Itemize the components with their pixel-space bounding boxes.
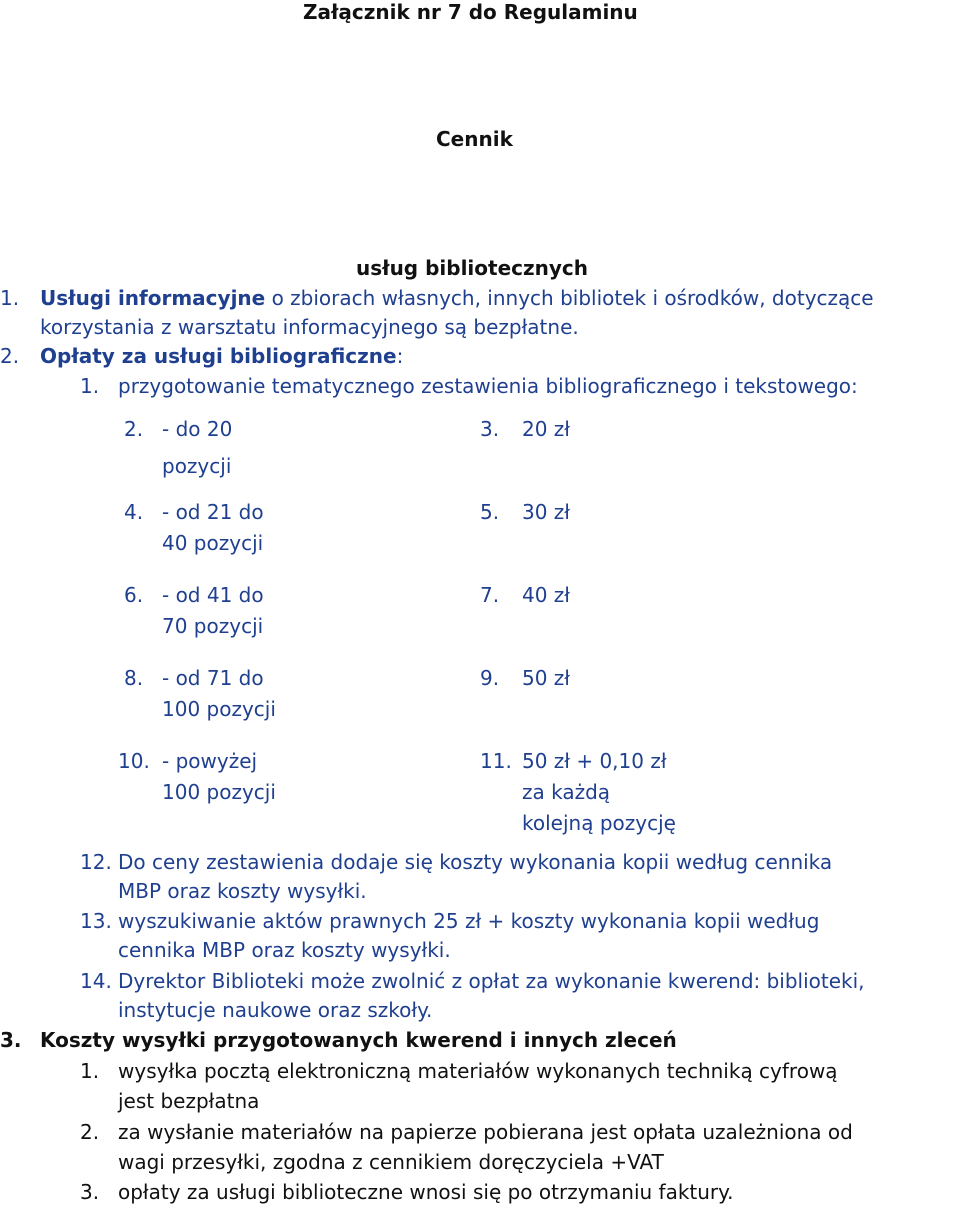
section-2-item-14-number: 14. <box>80 969 112 993</box>
price-row-range: - powyżej <box>162 749 258 773</box>
section-2-item-1-text: przygotowanie tematycznego zestawienia bibliograficznego i tekstowego: <box>118 374 858 398</box>
section-2-number: 2. <box>0 344 20 368</box>
section-2-item-12-line-1: Do ceny zestawienia dodaje się koszty wykonania kopii według cennika <box>118 850 833 874</box>
price-row-number: 4. <box>124 500 144 524</box>
section-3-item-line-2: jest bezpłatna <box>118 1089 260 1113</box>
price-row-range: - od 41 do <box>162 583 264 607</box>
section-2-bold: Opłaty za usługi bibliograficzne <box>40 344 397 368</box>
section-1-line-2: korzystania z warsztatu informacyjnego są bezpłatne. <box>40 315 579 339</box>
price-row-price-number: 3. <box>480 417 500 441</box>
section-1-rest: o zbiorach własnych, innych bibliotek i ośrodków, dotyczące <box>265 286 874 310</box>
section-1-number: 1. <box>0 286 20 310</box>
price-row-range-cont: 40 pozycji <box>162 531 264 555</box>
section-3-title: Koszty wysyłki przygotowanych kwerend i innych zleceń <box>40 1028 677 1052</box>
price-row-price: 50 zł + 0,10 zł <box>522 749 667 773</box>
section-3-item-line-1: wysyłka pocztą elektroniczną materiałów wykonanych techniką cyfrową <box>118 1059 838 1083</box>
price-row-range: - do 20 <box>162 417 233 441</box>
price-row-price: 20 zł <box>522 417 570 441</box>
section-2-item-12-number: 12. <box>80 850 112 874</box>
price-row-price-cont: kolejną pozycję <box>522 811 676 835</box>
section-3-number: 3. <box>0 1028 22 1052</box>
section-1-line-1 <box>40 286 874 310</box>
price-row-price: 40 zł <box>522 583 570 607</box>
section-3-item-line-1: opłaty za usługi biblioteczne wnosi się po otrzymaniu faktury. <box>118 1180 734 1204</box>
price-row-price-number: 9. <box>480 666 500 690</box>
price-row-range-cont: 100 pozycji <box>162 780 276 804</box>
price-row-range-cont: 70 pozycji <box>162 614 264 638</box>
attachment-title: Załącznik nr 7 do Regulaminu <box>303 0 638 24</box>
price-row-price-number: 5. <box>480 500 500 524</box>
section-3-item-number: 2. <box>80 1120 100 1144</box>
section-3-item-line-1: za wysłanie materiałów na papierze pobierana jest opłata uzależniona od <box>118 1120 853 1144</box>
price-row-price-number: 7. <box>480 583 500 607</box>
section-2-item-13-line-1: wyszukiwanie aktów prawnych 25 zł + koszty wykonania kopii według <box>118 909 820 933</box>
price-row-range: - od 71 do <box>162 666 264 690</box>
price-row-price-number: 11. <box>480 749 512 773</box>
section-3-item-line-2: wagi przesyłki, zgodna z cennikiem doręczyciela +VAT <box>118 1150 664 1174</box>
page-subtitle: usług bibliotecznych <box>356 256 589 280</box>
page-title: Cennik <box>436 127 513 151</box>
section-2-item-14-line-2: instytucje naukowe oraz szkoły. <box>118 998 433 1022</box>
section-2-item-13-number: 13. <box>80 909 112 933</box>
price-row-range: - od 21 do <box>162 500 264 524</box>
price-row-range-cont: 100 pozycji <box>162 697 276 721</box>
price-row-price: 30 zł <box>522 500 570 524</box>
section-2-item-13-line-2: cennika MBP oraz koszty wysyłki. <box>118 938 451 962</box>
price-row-price-cont: za każdą <box>522 780 611 804</box>
price-row-number: 10. <box>118 749 150 773</box>
price-row-number: 6. <box>124 583 144 607</box>
price-row-price: 50 zł <box>522 666 570 690</box>
section-2-item-1-number: 1. <box>80 374 100 398</box>
section-2-item-12-line-2: MBP oraz koszty wysyłki. <box>118 879 367 903</box>
section-3-item-number: 1. <box>80 1059 100 1083</box>
section-2-title: Opłaty za usługi bibliograficzne: <box>40 344 404 368</box>
section-2-item-14-line-1: Dyrektor Biblioteki może zwolnić z opłat za wykonanie kwerend: biblioteki, <box>118 969 865 993</box>
section-3-item-number: 3. <box>80 1180 100 1204</box>
price-row-number: 8. <box>124 666 144 690</box>
section-1-bold: Usługi informacyjne <box>40 286 266 310</box>
price-row-range-cont: pozycji <box>162 454 232 478</box>
price-row-number: 2. <box>124 417 144 441</box>
